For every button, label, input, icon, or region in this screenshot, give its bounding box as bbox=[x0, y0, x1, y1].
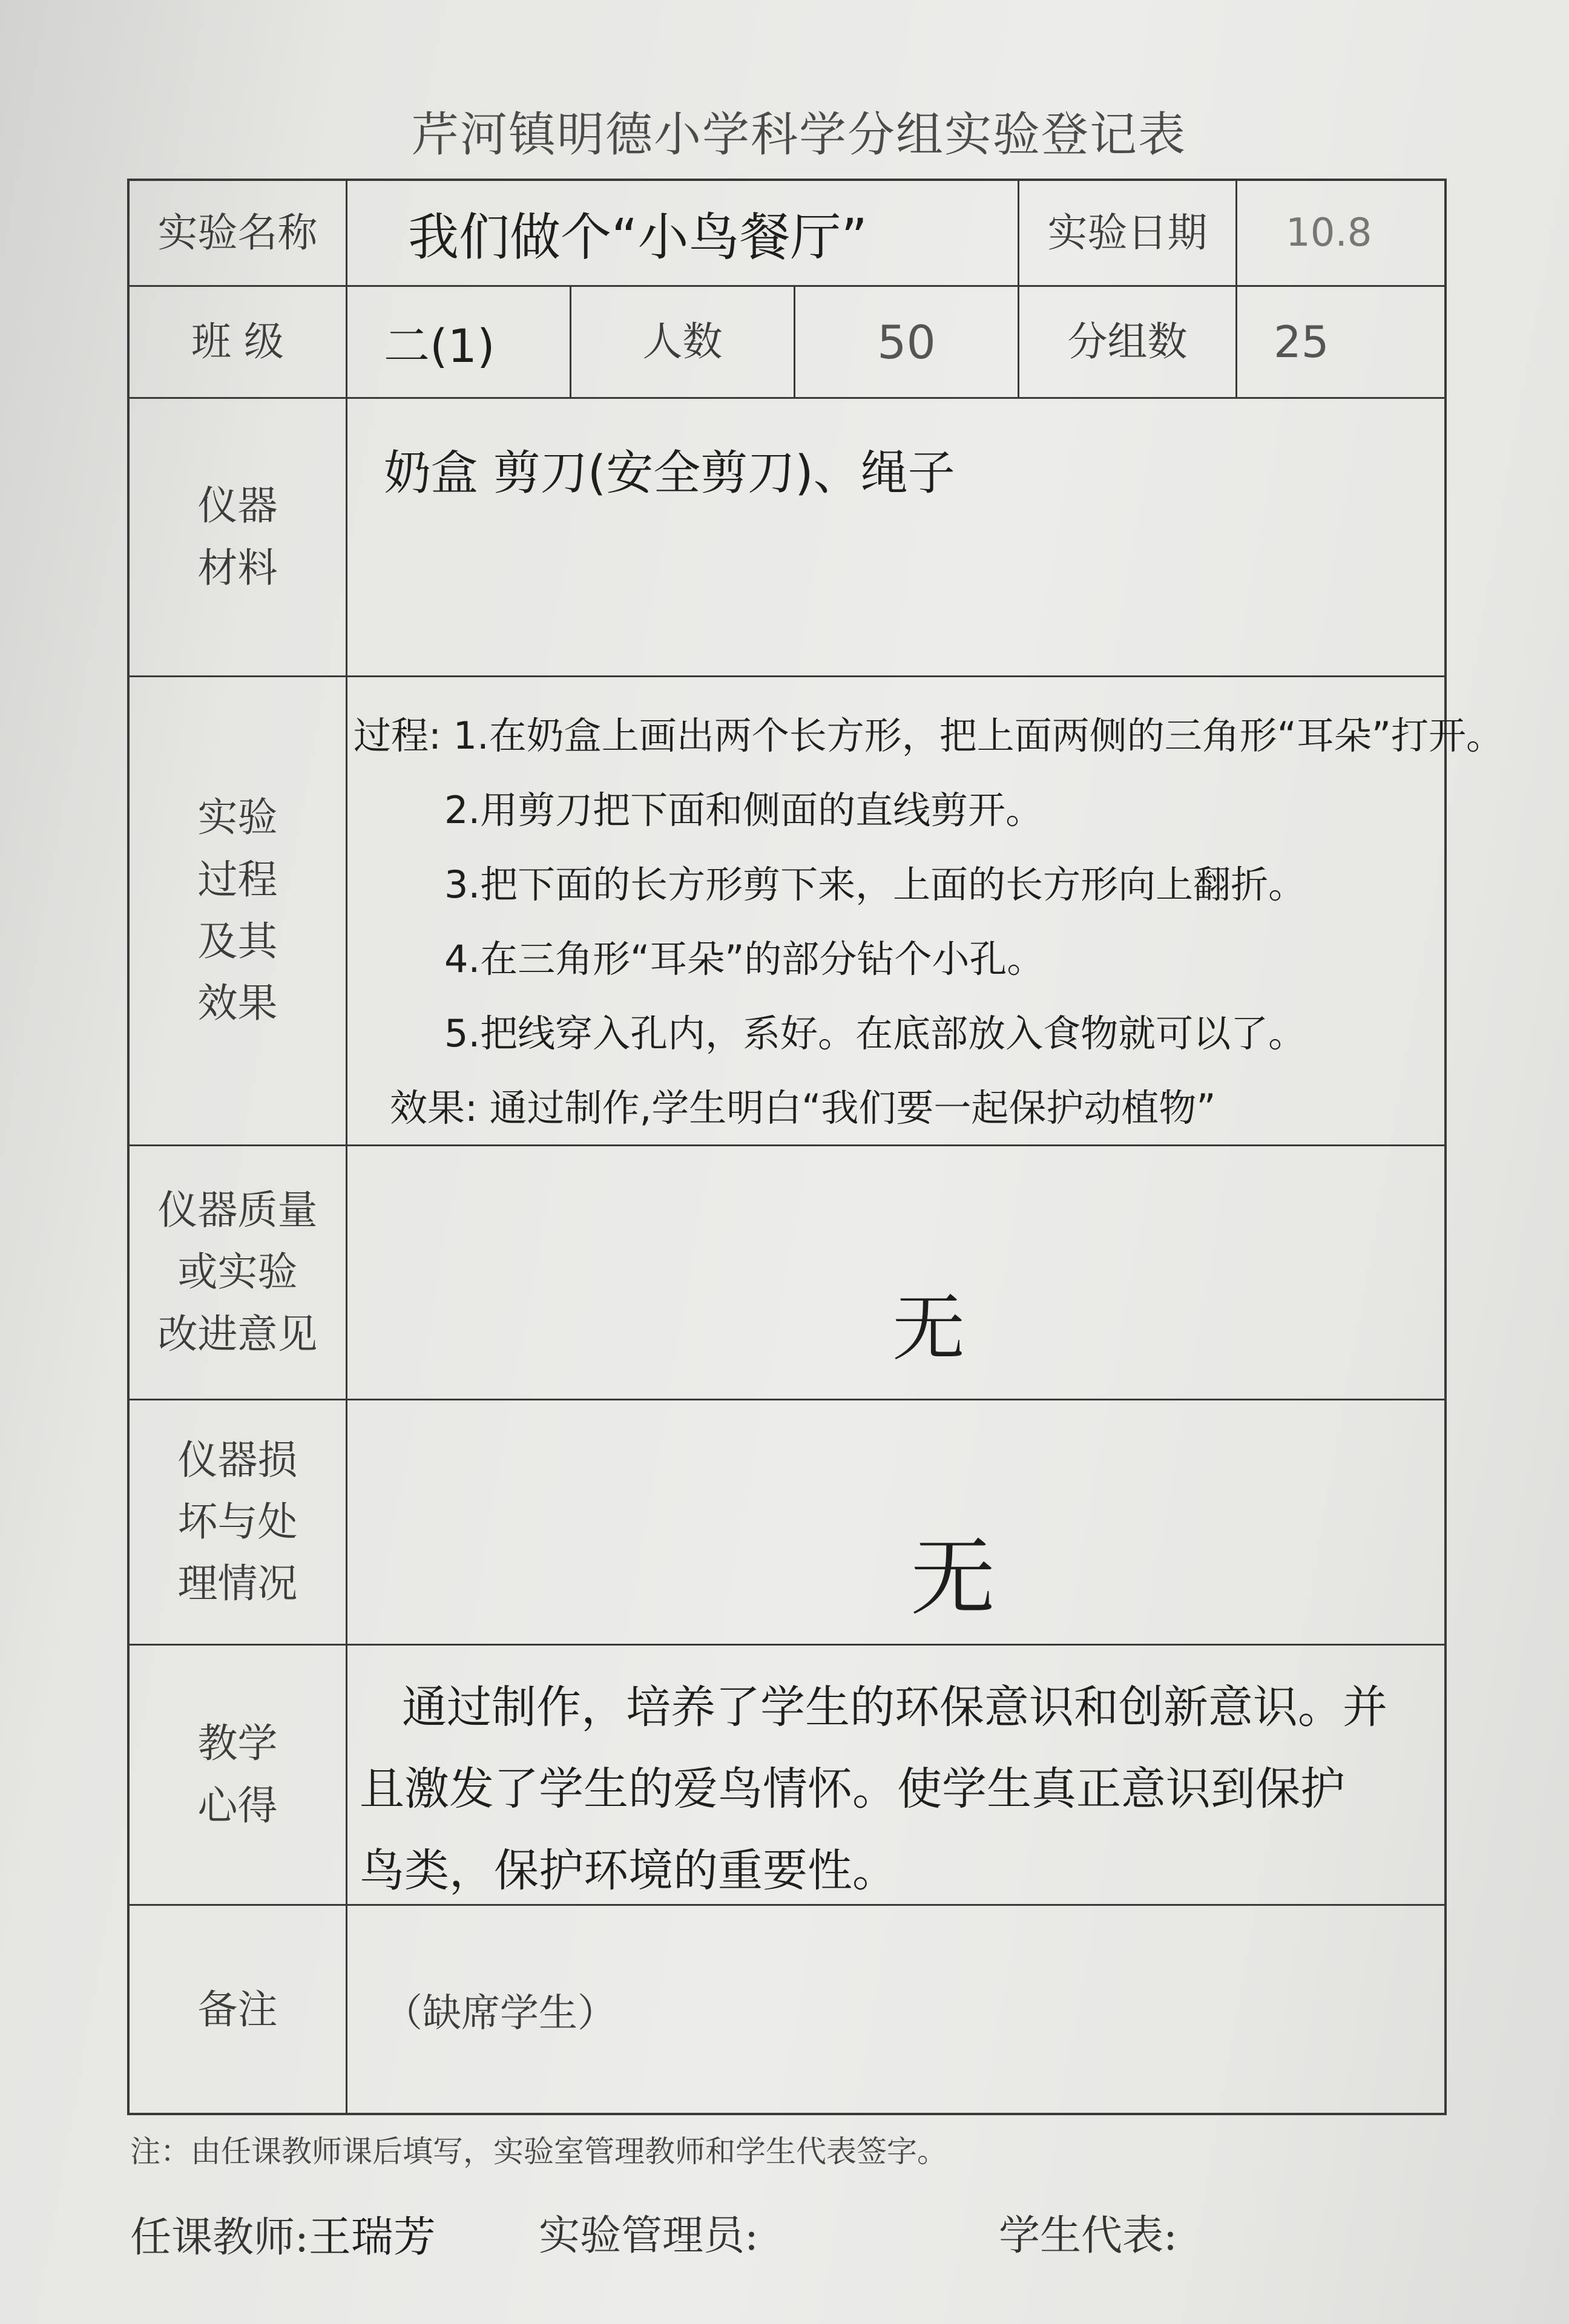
form-note: 注：由任课教师课后填写，实验室管理教师和学生代表签字。 bbox=[130, 2134, 947, 2169]
value-experiment-date: 10.8 bbox=[1286, 211, 1372, 255]
footer-teacher bbox=[130, 2203, 436, 2264]
row-reflection bbox=[130, 1646, 1444, 1906]
process-line-5: 5.把线穿入孔内，系好。在底部放入食物就可以了。 bbox=[444, 1011, 1306, 1055]
process-line-3: 3.把下面的长方形剪下来，上面的长方形向上翻折。 bbox=[444, 862, 1306, 907]
label-experiment-date: 实验日期 bbox=[1019, 181, 1237, 285]
row-materials bbox=[130, 399, 1444, 677]
footer-admin bbox=[539, 2203, 758, 2262]
row-quality bbox=[130, 1146, 1444, 1400]
value-quality: 无 bbox=[892, 1287, 965, 1371]
label-class: 班 级 bbox=[130, 287, 347, 397]
process-line-2: 2.用剪刀把下面和侧面的直线剪开。 bbox=[444, 788, 1044, 832]
reflection-line-1: 通过制作，培养了学生的环保意识和创新意识。并 bbox=[402, 1681, 1387, 1733]
row-experiment-name bbox=[130, 181, 1444, 287]
row-class-info bbox=[130, 287, 1444, 399]
reflection-text bbox=[347, 1646, 1444, 1904]
row-process bbox=[130, 677, 1504, 1146]
label-reflection: 教学 心得 bbox=[130, 1646, 347, 1904]
value-experiment-name: 我们做个“小鸟餐厅” bbox=[347, 181, 1019, 285]
label-quality: 仪器质量 或实验 改进意见 bbox=[130, 1146, 347, 1399]
value-groups: 25 bbox=[1274, 317, 1329, 367]
value-class: 二(1) bbox=[347, 287, 571, 397]
admin-label: 实验管理员: bbox=[539, 2212, 758, 2260]
reflection-line-3: 鸟类，保护环境的重要性。 bbox=[360, 1845, 897, 1897]
process-text bbox=[347, 677, 1504, 1144]
experiment-record-form bbox=[127, 179, 1504, 2115]
footer-student bbox=[999, 2203, 1177, 2262]
value-people: 50 bbox=[795, 287, 1019, 397]
label-remarks: 备注 bbox=[130, 1906, 347, 2114]
label-groups: 分组数 bbox=[1019, 287, 1237, 397]
reflection-line-2: 且激发了学生的爱鸟情怀。使学生真正意识到保护 bbox=[360, 1763, 1345, 1815]
teacher-signature: 王瑞芳 bbox=[308, 2212, 436, 2262]
process-line-1: 过程: 1.在奶盒上画出两个长方形，把上面两侧的三角形“耳朵”打开。 bbox=[354, 714, 1504, 758]
value-materials: 奶盒 剪刀(安全剪刀)、绳子 bbox=[384, 446, 955, 501]
row-damage bbox=[130, 1400, 1444, 1646]
student-label: 学生代表: bbox=[999, 2212, 1177, 2260]
form-title: 芹河镇明德小学科学分组实验登记表 bbox=[411, 108, 1186, 162]
effect-line: 效果: 通过制作,学生明白“我们要一起保护动植物” bbox=[390, 1086, 1216, 1130]
process-line-4: 4.在三角形“耳朵”的部分钻个小孔。 bbox=[444, 937, 1045, 981]
teacher-label: 任课教师: bbox=[130, 2214, 309, 2262]
label-materials: 仪器 材料 bbox=[130, 399, 347, 675]
label-experiment-name: 实验名称 bbox=[130, 181, 347, 285]
label-process: 实验 过程 及其 效果 bbox=[130, 677, 347, 1144]
row-remarks bbox=[130, 1906, 1444, 2114]
value-damage: 无 bbox=[910, 1529, 996, 1627]
value-remarks: （缺席学生） bbox=[384, 1991, 616, 2036]
label-damage: 仪器损 坏与处 理情况 bbox=[130, 1400, 347, 1644]
label-people: 人数 bbox=[571, 287, 795, 397]
